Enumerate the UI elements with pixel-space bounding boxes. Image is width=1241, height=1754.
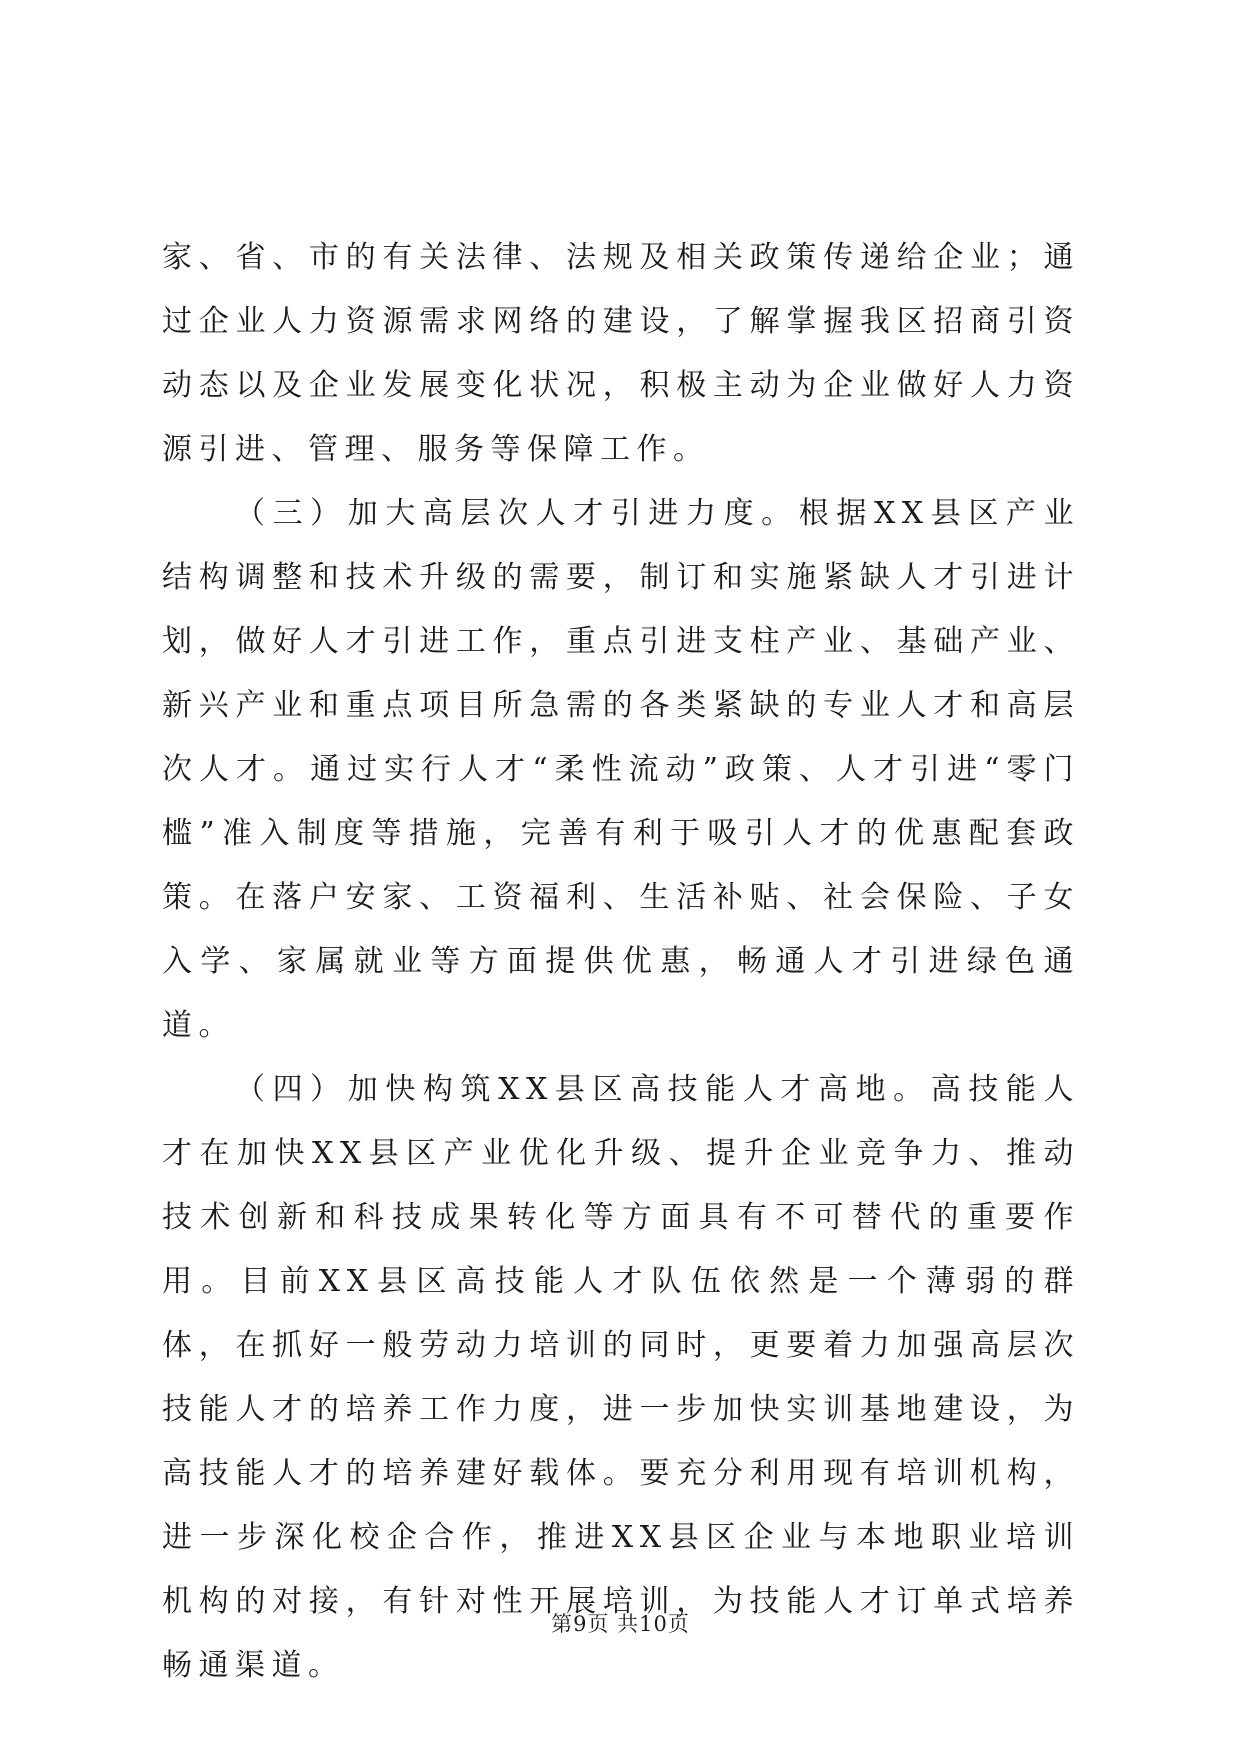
page-number-footer: 第9页 共10页 [551,1612,690,1636]
paragraph-section-3: （三）加大高层次人才引进力度。根据XX县区产业结构调整和技术升级的需要，制订和实施紧缺人才引进计划，做好人才引进工作，重点引进支柱产业、基础产业、新兴产业和重点项目所急需的各类紧缺的专业人才和高层次人才。通过实行人才“柔性流动”政策、人才引进“零门槛”准入制度等措施，完善有利于吸引人才的优惠配套政策。在落户安家、工资福利、生活补贴、社会保险、子女入学、家属就业等方面提供优惠，畅通人才引进绿色通道。 [162,496,1080,1043]
document-body [162,226,1080,1698]
paragraph-continuation: 家、省、市的有关法律、法规及相关政策传递给企业；通过企业人力资源需求网络的建设，了解掌握我区招商引资动态以及企业发展变化状况，积极主动为企业做好人力资源引进、管理、服务等保障工作。 [162,240,1080,467]
paragraph-section-4: （四）加快构筑XX县区高技能人才高地。高技能人才在加快XX县区产业优化升级、提升企业竞争力、推动技术创新和科技成果转化等方面具有不可替代的重要作用。目前XX县区高技能人才队伍依然是一个薄弱的群体，在抓好一般劳动力培训的同时，更要着力加强高层次技能人才的培养工作力度，进一步加快实训基地建设，为高技能人才的培养建好载体。要充分利用现有培训机构，进一步深化校企合作，推进XX县区企业与本地职业培训机构的对接，有针对性开展培训，为技能人才订单式培养畅通渠道。 [162,1072,1080,1683]
